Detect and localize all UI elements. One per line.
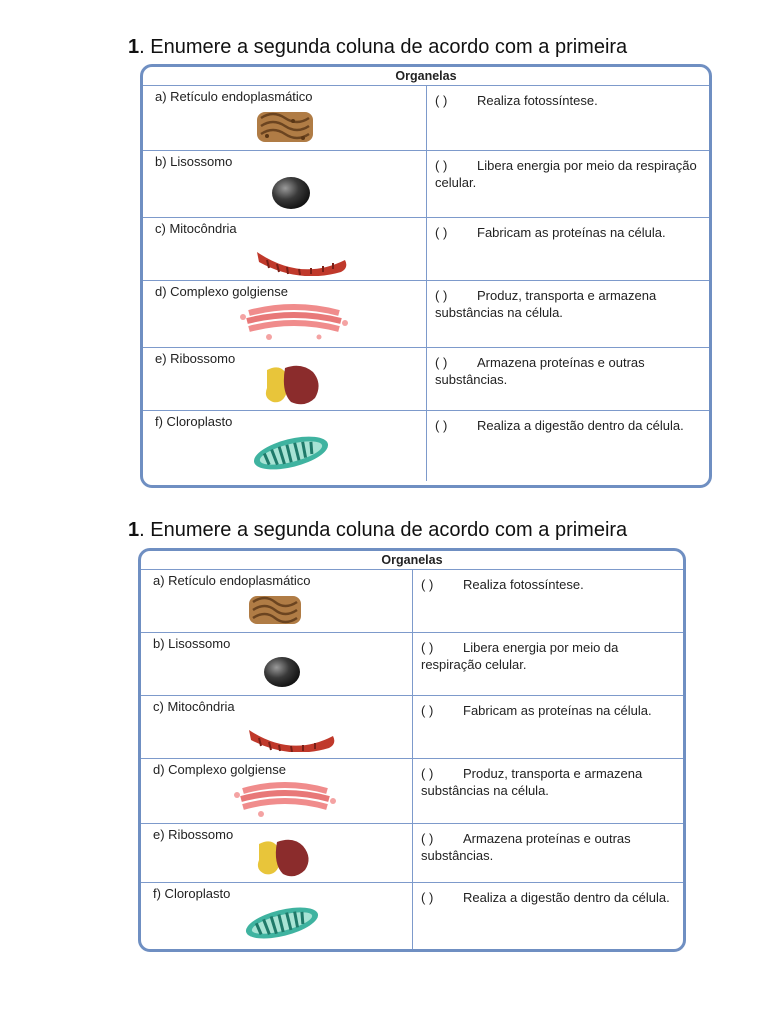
table-row (143, 218, 709, 281)
description-text (435, 92, 598, 109)
organelles-table (138, 548, 686, 952)
description-text (421, 830, 673, 864)
exercise-number: 1 (128, 519, 140, 541)
description-cell (426, 151, 709, 217)
table-header: Organelas (141, 551, 683, 570)
organelle-label: c) Mitocôndria (153, 699, 235, 714)
exercise-number: 1 (128, 36, 140, 58)
description-label: Fabricam as proteínas na célula. (477, 225, 666, 240)
organelle-label: f) Cloroplasto (153, 886, 231, 901)
endoplasmic-reticulum-icon (245, 590, 305, 628)
organelle-cell (143, 281, 425, 347)
description-cell (412, 883, 683, 949)
description-cell (412, 570, 683, 632)
answer-blank[interactable]: ( ) (421, 577, 434, 592)
table-row (141, 633, 683, 696)
table-row (141, 824, 683, 883)
description-label: Armazena proteínas e outras substâncias. (435, 355, 645, 387)
lysosome-icon (263, 655, 301, 689)
description-label: Realiza fotossíntese. (477, 93, 598, 108)
organelle-cell (143, 86, 425, 150)
description-text (435, 354, 697, 388)
endoplasmic-reticulum-icon (253, 106, 317, 146)
description-label: Realiza a digestão dentro da célula. (463, 890, 670, 905)
organelle-cell (143, 218, 425, 280)
ribosome-icon (261, 362, 323, 408)
organelle-cell (141, 570, 411, 632)
organelle-cell (141, 696, 411, 758)
organelle-cell (143, 151, 425, 217)
organelle-label: a) Retículo endoplasmático (153, 573, 311, 588)
description-label: Libera energia por meio da respiração celular. (421, 640, 619, 672)
description-label: Produz, transporta e armazena substâncias na célula. (421, 766, 643, 798)
description-text (421, 702, 673, 719)
description-cell (412, 759, 683, 823)
description-label: Libera energia por meio da respiração celular. (435, 158, 697, 190)
table-row (141, 759, 683, 824)
answer-blank[interactable]: ( ) (435, 418, 448, 433)
exercise-title-text: . Enumere a segunda coluna de acordo com a primeira (139, 36, 628, 58)
table-row (143, 348, 709, 411)
organelles-table (140, 64, 712, 488)
answer-blank[interactable]: ( ) (435, 158, 448, 173)
golgi-complex-icon (239, 303, 349, 343)
description-label: Realiza a digestão dentro da célula. (477, 418, 684, 433)
mitochondria-icon (253, 242, 349, 276)
description-cell (426, 86, 709, 150)
description-label: Fabricam as proteínas na célula. (463, 703, 652, 718)
description-text (421, 576, 673, 593)
golgi-complex-icon (233, 781, 337, 819)
answer-blank[interactable]: ( ) (421, 703, 434, 718)
description-cell (412, 633, 683, 695)
description-text (435, 157, 697, 191)
table-header: Organelas (143, 67, 709, 86)
organelle-label: b) Lisossomo (155, 154, 233, 169)
description-text (435, 287, 697, 321)
table-row (143, 411, 709, 481)
answer-blank[interactable]: ( ) (435, 288, 448, 303)
table-row (141, 696, 683, 759)
organelle-label: e) Ribossomo (155, 351, 236, 366)
chloroplast-icon (249, 433, 333, 473)
organelle-cell (141, 824, 411, 882)
description-cell (412, 824, 683, 882)
answer-blank[interactable]: ( ) (421, 831, 434, 846)
description-cell (426, 281, 709, 347)
description-text (421, 765, 673, 799)
exercise-title (128, 36, 627, 59)
answer-blank[interactable]: ( ) (421, 890, 434, 905)
lysosome-icon (271, 175, 311, 211)
description-cell (412, 696, 683, 758)
description-label: Produz, transporta e armazena substâncias na célula. (435, 288, 657, 320)
description-cell (426, 348, 709, 410)
mitochondria-icon (245, 720, 337, 752)
chloroplast-icon (241, 903, 323, 943)
organelle-label: f) Cloroplasto (155, 414, 233, 429)
answer-blank[interactable]: ( ) (435, 93, 448, 108)
answer-blank[interactable]: ( ) (421, 640, 434, 655)
description-text (421, 889, 673, 906)
exercise-title-text: . Enumere a segunda coluna de acordo com a primeira (139, 519, 628, 541)
organelle-label: e) Ribossomo (153, 827, 234, 842)
organelle-cell (143, 348, 425, 410)
description-text (435, 417, 697, 434)
organelle-label: c) Mitocôndria (155, 221, 237, 236)
organelle-label: b) Lisossomo (153, 636, 231, 651)
organelle-cell (143, 411, 425, 481)
organelle-label: d) Complexo golgiense (155, 284, 288, 299)
description-label: Realiza fotossíntese. (463, 577, 584, 592)
table-row (143, 86, 709, 151)
table-row (141, 883, 683, 949)
description-text (421, 639, 673, 673)
organelle-cell (141, 883, 411, 949)
table-row (141, 570, 683, 633)
description-cell (426, 218, 709, 280)
description-text (435, 224, 697, 241)
description-label: Armazena proteínas e outras substâncias. (421, 831, 631, 863)
answer-blank[interactable]: ( ) (421, 766, 434, 781)
table-row (143, 281, 709, 348)
organelle-cell (141, 759, 411, 823)
organelle-label: d) Complexo golgiense (153, 762, 286, 777)
answer-blank[interactable]: ( ) (435, 355, 448, 370)
organelle-label: a) Retículo endoplasmático (155, 89, 313, 104)
description-cell (426, 411, 709, 481)
table-row (143, 151, 709, 218)
answer-blank[interactable]: ( ) (435, 225, 448, 240)
ribosome-icon (253, 836, 313, 880)
exercise-title (128, 519, 627, 542)
organelle-cell (141, 633, 411, 695)
